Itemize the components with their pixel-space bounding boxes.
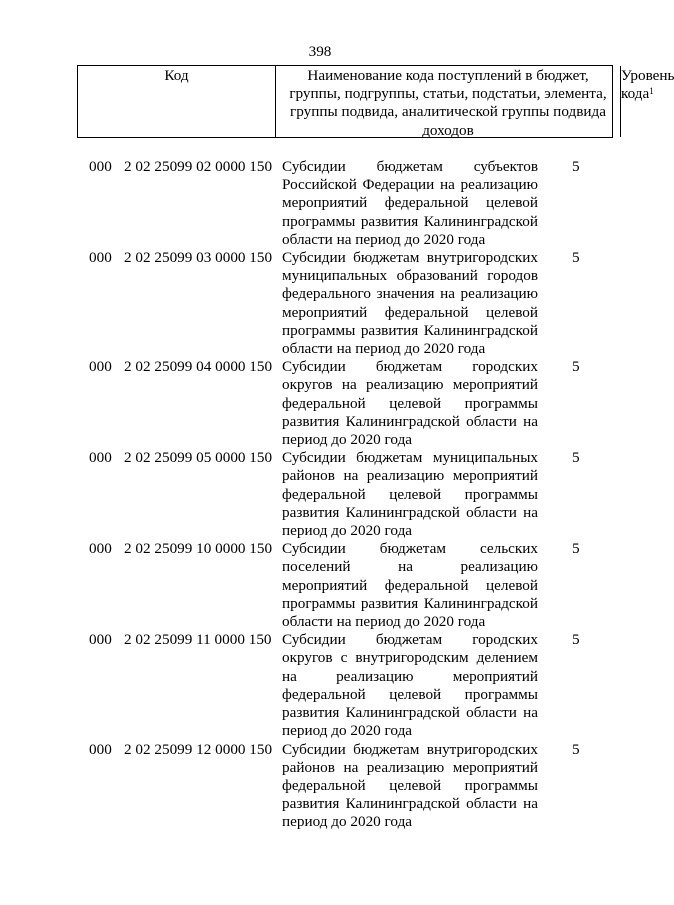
row-name: Субсидии бюджетам городских округов на реализацию мероприятий федеральной целевой программы развития Калининградской области на период до 2020 года bbox=[282, 358, 538, 449]
row-level: 5 bbox=[572, 158, 580, 175]
row-code: 2 02 25099 11 0000 150 bbox=[124, 631, 272, 649]
row-prefix: 000 bbox=[89, 740, 112, 758]
row-code: 2 02 25099 12 0000 150 bbox=[124, 740, 273, 758]
row-code: 2 02 25099 10 0000 150 bbox=[124, 540, 273, 558]
row-prefix: 000 bbox=[89, 631, 112, 649]
row-name: Субсидии бюджетам субъектов Российской Федерации на реализацию мероприятий федеральной целевой программы развития Калининградской области на период до 2020 года bbox=[282, 158, 538, 248]
row-level: 5 bbox=[572, 740, 580, 758]
row-level: 5 bbox=[572, 358, 580, 376]
row-level: 5 bbox=[572, 631, 580, 649]
header-level-footnote: 1 bbox=[649, 86, 654, 97]
row-prefix: 000 bbox=[89, 158, 112, 175]
table-row bbox=[0, 249, 640, 358]
page-number: 398 bbox=[308, 43, 332, 60]
row-name: Субсидии бюджетам внутригородских муниципальных образований городов федерального значения на реализацию мероприятий федеральной целевой программы развития Калининградской области на период до 2020 года bbox=[282, 249, 538, 358]
row-level: 5 bbox=[572, 540, 580, 558]
row-name: Субсидии бюджетам городских округов с внутригородским делением на реализацию мероприятий федеральной целевой программы развития Калининградской области на период до 2020 года bbox=[282, 631, 538, 740]
table-row bbox=[0, 631, 640, 740]
row-level: 5 bbox=[572, 449, 580, 467]
table-row bbox=[0, 741, 640, 832]
table-body bbox=[0, 158, 640, 832]
row-code: 2 02 25099 02 0000 150 bbox=[124, 158, 273, 175]
table-row bbox=[0, 449, 640, 540]
row-name: Субсидии бюджетам внутригородских районов на реализацию мероприятий федеральной целевой программы развития Калининградской области на период до 2020 года bbox=[282, 740, 538, 831]
header-name: Наименование кода поступлений в бюджет, группы, подгруппы, статьи, подстатьи, элемента, группы подвида, аналитической группы подвида доходов bbox=[276, 66, 621, 137]
header-code: Код bbox=[78, 66, 276, 137]
table-row bbox=[0, 540, 640, 631]
header-level-label: Уровень кода bbox=[621, 67, 674, 103]
row-level: 5 bbox=[572, 249, 580, 267]
row-name: Субсидии бюджетам муниципальных районов на реализацию мероприятий федеральной целевой программы развития Калининградской области на период до 2020 года bbox=[282, 449, 538, 540]
row-code: 2 02 25099 05 0000 150 bbox=[124, 449, 273, 467]
row-prefix: 000 bbox=[89, 540, 112, 558]
row-prefix: 000 bbox=[89, 358, 112, 376]
table-row bbox=[0, 358, 640, 449]
row-code: 2 02 25099 03 0000 150 bbox=[124, 249, 273, 267]
table-header bbox=[77, 65, 674, 139]
row-prefix: 000 bbox=[89, 249, 112, 267]
row-prefix: 000 bbox=[89, 449, 112, 467]
table-row bbox=[0, 158, 640, 249]
row-name: Субсидии бюджетам сельских поселений на реализацию мероприятий федеральной целевой программы развития Калининградской области на период до 2020 года bbox=[282, 540, 538, 631]
row-code: 2 02 25099 04 0000 150 bbox=[124, 358, 273, 376]
